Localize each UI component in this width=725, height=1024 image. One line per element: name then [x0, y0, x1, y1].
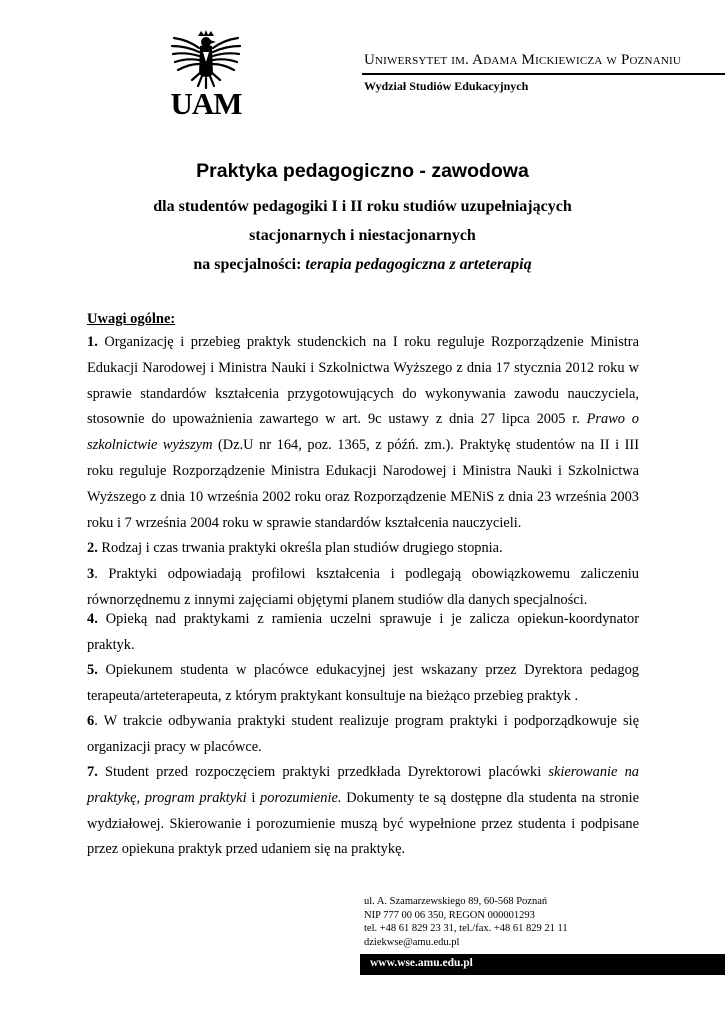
footer-phone: tel. +48 61 829 23 31, tel./fax. +48 61 829 21 11 [364, 923, 568, 934]
logo-wordmark: UAM [170, 86, 242, 121]
paragraph-text: i [251, 789, 256, 806]
specialty-name: terapia pedagogiczna z arteterapią [305, 256, 532, 273]
university-name: Uniwersytet im. Adama Mickiewicza w Poznaniu [364, 52, 681, 68]
paragraph-text: (Dz.U nr 164, poz. 1365, z późń. zm.). Praktykę studentów na II i III roku reguluje Rozporządzenie Ministra Edukacji Narodowej i Ministra Nauki i Szkolnictwa Wyższego z dnia 10 września 2002 roku oraz Rozporządzenie MENiS z dnia 23 września 2003 roku i 7 września 2004 roku w sprawie standardów kształcenia nauczycieli. [87, 437, 639, 531]
paragraph-1 [87, 330, 639, 536]
paragraph-text: Dokumenty te są dostępne dla studenta na stronie wydziałowej. Skierowanie i porozumienie muszą być wypełnione przez studenta i podpisane przez opiekuna praktyk przed udaniem się na praktykę. [87, 789, 639, 858]
act-title: Prawo o szkolnictwie wyższym [87, 411, 639, 454]
document-name: porozumienie. [260, 789, 342, 806]
paragraph-number: 5. [87, 662, 98, 678]
paragraph-text: Rodzaj i czas trwania praktyki określa plan studiów drugiego stopnia. [101, 540, 503, 556]
university-logo [168, 30, 244, 122]
footer-registry: NIP 777 00 06 350, REGON 000001293 [364, 909, 535, 921]
paragraph-text: Student przed rozpoczęciem praktyki przedkłada Dyrektorowi placówki [104, 764, 542, 780]
paragraph-number: 3 [87, 566, 95, 582]
paragraph-number: 2. [87, 540, 98, 556]
paragraph-number: 1. [87, 334, 98, 350]
paragraph-text: Opieką nad praktykami z ramienia uczelni sprawuje i je zalicza opiekun-koordynator praktyk. [87, 611, 639, 653]
paragraph-2 [87, 536, 639, 562]
subtitle-line-2: stacjonarnych i niestacjonarnych [249, 227, 476, 244]
footer-website-link[interactable]: www.wse.amu.edu.pl [370, 957, 473, 969]
paragraph-number: 4. [87, 611, 98, 627]
paragraph-text: Opiekunem studenta w placówce edukacyjnej jest wskazany przez Dyrektora pedagog terapeuta/arteterapeuta, z którym praktykant konsultuje na bieżąco przebieg praktyk . [87, 662, 639, 704]
specialty-prefix: na specjalności: [193, 256, 302, 273]
paragraph-number: 6 [87, 713, 95, 729]
paragraph-4 [87, 607, 639, 659]
paragraph-text: Organizację i przebieg praktyk studenckich na I roku reguluje Rozporządzenie Ministra Edukacji Narodowej i Ministra Nauki i Szkolnictwa Wyższego z dnia 17 stycznia 2012 roku w sprawie standardów kształcenia przygotowujących do wykonywania zawodu nauczyciela, stosownie do upoważnienia zawartego w art. 9c ustawy z dnia 27 lipca 2005 r. [87, 334, 639, 428]
paragraph-3 [87, 562, 639, 614]
paragraph-7 [87, 760, 639, 863]
footer-website-bar [360, 954, 725, 975]
document-names: skierowanie na praktykę, program praktyki [87, 764, 639, 806]
footer-contact [364, 895, 568, 949]
footer-address: ul. A. Szamarzewskiego 89, 60-568 Poznań [364, 896, 548, 907]
paragraph-text: . W trakcie odbywania praktyki student realizuje program praktyki i podporządkowuje się organizacji pracy w placówce. [87, 713, 639, 755]
subtitle-line-1: dla studentów pedagogiki I i II roku studiów uzupełniających [153, 198, 572, 215]
footer-email[interactable]: dziekwse@amu.edu.pl [364, 936, 460, 948]
document-title: Praktyka pedagogiczno - zawodowa [196, 160, 529, 182]
faculty-name: Wydział Studiów Edukacyjnych [364, 79, 529, 93]
header-divider [362, 73, 725, 75]
paragraph-text: . Praktyki odpowiadają profilowi kształcenia i podlegają obowiązkowemu zaliczeniu równorzędnemu z innymi zajęciami objętymi planem studiów dla danych specjalności. [87, 566, 639, 608]
section-heading: Uwagi ogólne: [87, 311, 176, 327]
subtitle-line-3 [0, 256, 725, 274]
paragraph-number: 7. [87, 764, 98, 780]
paragraph-6 [87, 709, 639, 761]
paragraph-5 [87, 658, 639, 710]
